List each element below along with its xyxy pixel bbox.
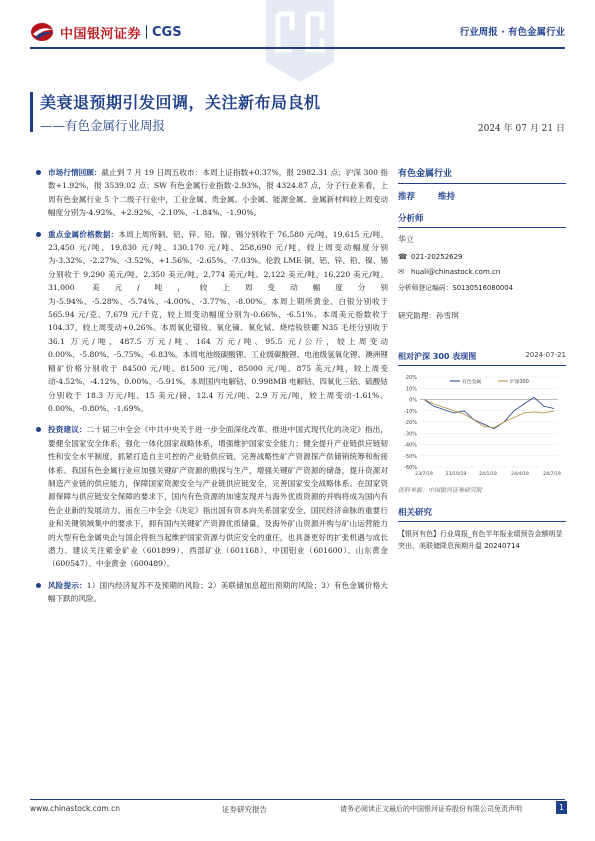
footer-disclaimer: 请务必阅读正文最后的中国银河证券股份有限公司免责声明 bbox=[340, 805, 522, 813]
sidebar bbox=[398, 166, 566, 552]
legend-label: 沪深300 bbox=[510, 380, 529, 385]
y-tick-label: 0% bbox=[409, 397, 417, 404]
email-icon: ✉ bbox=[398, 267, 405, 276]
related-research-item[interactable]: 【银河有色】行业周报_有色半年报业绩预告金额明显突出，美联储降息预期升温 20240714 bbox=[398, 530, 563, 550]
paragraph-lead: 市场行情回顾： bbox=[48, 168, 102, 177]
y-tick-label: -30% bbox=[404, 431, 417, 438]
chart-date: 2024-07-21 bbox=[525, 351, 566, 359]
brand-separator bbox=[146, 25, 147, 39]
y-tick-label: -60% bbox=[404, 465, 417, 471]
analyst-heading: 分析师 bbox=[398, 212, 566, 228]
title-accent-bar bbox=[30, 92, 33, 132]
paragraph-lead: 风险提示： bbox=[48, 580, 87, 590]
industry-heading: 有色金属行业 bbox=[398, 166, 566, 184]
page-number: 1 bbox=[556, 801, 567, 814]
paragraph-text: 截止到 7 月 19 日周五收市：本周上证指数+0.37%，报 2982.31 点；沪深 300 指数+1.92%，报 3539.02 点；SW 有色金属行业指数-2.93%，报 4324.87 点，分子行业来看，上周有色金属行业 5 个二级子行业中，工业金属、贵金属、小金属、能源金属、金属新材料较上周变动幅度分别为-4.92%、+2.92%、-2.10%、-1.84%、-1.90%。 bbox=[48, 168, 389, 218]
cgs-watermark bbox=[262, 0, 338, 84]
rating-value: 维持 bbox=[438, 192, 456, 202]
series-line bbox=[424, 397, 554, 428]
footer-divider bbox=[30, 799, 565, 800]
rating-row bbox=[398, 190, 566, 202]
series-line bbox=[424, 400, 554, 428]
brand-name-en: CGS bbox=[152, 24, 182, 40]
y-tick-label: -50% bbox=[404, 453, 417, 460]
paragraph-lead: 投资建议： bbox=[48, 425, 87, 435]
brand-name-cn: 中国银河证券 bbox=[60, 26, 142, 42]
report-date: 2024 年 07 月 21 日 bbox=[477, 124, 565, 134]
paragraph-text: 1）国内经济复苏不及预期的风险；2）美联储加息超出预期的风险；3）有色金属价格大幅下跌的风险。 bbox=[48, 580, 388, 604]
report-subtitle: ——有色金属行业周报 bbox=[40, 118, 166, 133]
chart-source: 资料来源：中国银河证券研究院 bbox=[398, 487, 483, 494]
relative-performance-chart bbox=[398, 369, 566, 481]
investment-advice-paragraph bbox=[48, 423, 388, 570]
risk-warning-paragraph bbox=[48, 579, 388, 606]
x-tick-label: 23/7/19 bbox=[415, 472, 433, 477]
y-tick-label: 20% bbox=[405, 375, 417, 381]
analyst-name: 华立 bbox=[398, 235, 414, 244]
footer-website[interactable]: www.chinastock.com.cn bbox=[30, 804, 120, 813]
brand-mark-icon bbox=[30, 21, 56, 43]
report-category: 行业周报 · 有色金属行业 bbox=[459, 27, 565, 38]
phone-row bbox=[398, 252, 566, 261]
market-review-paragraph bbox=[48, 166, 388, 220]
header-divider bbox=[30, 47, 565, 49]
y-tick-label: -20% bbox=[404, 420, 417, 426]
email-address[interactable]: huali@chinastock.com.cn bbox=[411, 267, 501, 276]
x-tick-label: 24/4/19 bbox=[511, 472, 529, 477]
brand-logo bbox=[30, 20, 182, 44]
paragraph-text: 二十届三中全会《中共中央关于进一步全面深化改革、推进中国式现代化的决定》指出，要健全国家安全体系，强化一体化国家战略体系，增强维护国家安全能力；健全提升产业链供应链韧性和安全水平制度，抓紧打造自主可控的产业链供应链，完善战略性矿产资源探产供储销统筹和衔接体系。我国有色金属行业应加强关键矿产资源的勘探与生产，增强关键矿产资源的储备，提升资源对制造产业链的供应能力，保障国家资源安全与产业链供应链安全，完善国家安全战略体系。在国家资源保障与供应链安全保障的要求下，国内有色资源的加速发现并与海外优质资源的并购将成为国内有色企业新的发展动力。而在三中全会《决定》指出国有资本向关系国家安全、国民经济命脉的重要行业和关键领域集中的要求下，拥有国内关键矿产资源优质储量，及海外矿山资源并购与矿山运营能力的大型有色金属央企与国企将担当起维护国家资源与供应安全的重任，也具备更好的扩张机遇与成长潜力。建议关注紫金矿业（601899）、西部矿业（601168）、中国铝业（601600）、山东黄金（600547）、中金黄金（600489）。 bbox=[48, 425, 388, 569]
x-tick-label: 24/7/19 bbox=[543, 472, 561, 477]
y-tick-label: -10% bbox=[404, 408, 417, 415]
y-tick-label: -40% bbox=[404, 442, 417, 449]
phone-icon: ☎ bbox=[398, 252, 408, 261]
chart-header bbox=[398, 351, 566, 366]
main-content bbox=[48, 166, 388, 614]
footer-report-type: 证券研究报告 bbox=[222, 805, 267, 814]
phone-number: 021-20252629 bbox=[411, 252, 463, 261]
email-row bbox=[398, 267, 566, 276]
paragraph-lead: 重点金属价格数据： bbox=[48, 229, 119, 239]
metal-prices-paragraph bbox=[48, 228, 388, 416]
report-title: 美衰退预期引发回调，关注新布局良机 bbox=[40, 93, 321, 112]
y-tick-label: 10% bbox=[405, 386, 417, 393]
x-tick-label: 23/10/19 bbox=[445, 472, 467, 477]
analyst-registration: 分析师登记编码：S0130516080004 bbox=[398, 284, 513, 292]
chart-title: 相对沪深 300 表现图 bbox=[398, 352, 477, 361]
related-research-heading: 相关研究 bbox=[398, 506, 566, 522]
legend-label: 有色金属 bbox=[462, 380, 482, 385]
x-tick-label: 24/1/19 bbox=[479, 472, 497, 477]
research-assistant: 研究助理：孙雪琪 bbox=[398, 311, 459, 320]
rating-label: 推荐 bbox=[398, 192, 416, 202]
paragraph-text: 本周上周所铜、铝、锌、铅、镍、锡分别收于 76,580 元/吨、19,615 元/吨、23,450 元/吨、19,830 元/吨、130,170 元/吨、258,690 元/吨，较上周变动幅度分别为-3.32%、-2.27%、-3.52%、+1.56%、-2.65%、-7.03%。伦敦 LME 铜、铝、锌、铅、镍、锡分别收于 9,290 美元/吨、2,350 美元/吨、2,774 美元/吨、2,122 美元/吨、16,220 美元/吨、31,000 美元/吨，较上周变动幅度分别为-5.94%、-5.28%、-5.74%、-4.00%、-3.77%、-8.00%。本周上期所黄金、白银分别收于 565.94 元/克、7,679 元/千克，较上周变动幅度分别为-0.66%、-6.51%。本周美元指数收于 104.37，较上周变动+0.26%。本周氧化镨钕、氧化镝、氧化铽、烧结钕铁硼 N35 毛坯分别收于 36.1 万元/吨、487.5 万元/吨、164 万元/吨、95.5 元/公斤，较上周变动 0.00%、-5.80%、-5.75%、-6.83%。本周电池级碳酸锂、工业级碳酸锂、电池级氢氧化锂、澳洲锂精矿价格分别收于 84500 元/吨、81500 元/吨、85000 元/吨、875 美元/吨，较上周变动-4.52%、-4.12%、0.00%、-5.91%。本周国内电解钴、0.998MB 电解钴、四氧化三钴、硫酸钴分别收于 18.3 万元/吨、15 美元/磅、12.4 万元/吨、2.9 万元/吨，较上周变动-1.61%、0.00%、-0.80%、-1.69%。 bbox=[48, 229, 389, 413]
